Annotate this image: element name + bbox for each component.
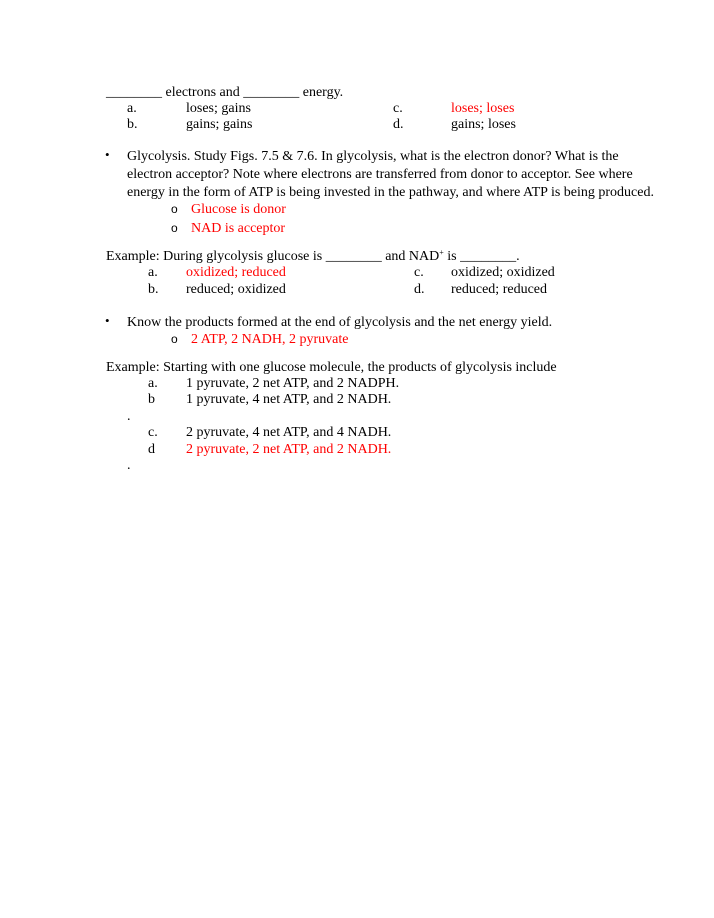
bullet2-text: Know the products formed at the end of glycolysis and the net energy yield. (127, 315, 553, 330)
q1-option-d-letter: d. (393, 117, 404, 132)
bullet1-subitem-acceptor: NAD is acceptor (191, 221, 286, 236)
q3-option-c-letter: c. (148, 425, 158, 440)
q2-stem-part1: Example: During glycolysis glucose is ________ and NAD (106, 249, 440, 264)
q1-option-b-letter: b. (127, 117, 138, 132)
q1-stem: ________ electrons and ________ energy. (106, 85, 344, 100)
bullet1-subitem-donor: Glucose is donor (191, 202, 286, 217)
q2-option-c-text: oxidized; oxidized (451, 265, 555, 280)
bullet-marker: • (105, 147, 110, 162)
bullet2-subitem-products: 2 ATP, 2 NADH, 2 pyruvate (191, 332, 349, 347)
q2-option-c-letter: c. (414, 265, 424, 280)
q3-option-c-text: 2 pyruvate, 4 net ATP, and 4 NADH. (186, 425, 392, 440)
q3-option-d-text-answer: 2 pyruvate, 2 net ATP, and 2 NADH. (186, 442, 392, 457)
q1-option-b-text: gains; gains (186, 117, 253, 132)
q1-option-c-text-answer: loses; loses (451, 101, 515, 116)
q1-option-d-text: gains; loses (451, 117, 516, 132)
q3-option-b-text: 1 pyruvate, 4 net ATP, and 2 NADH. (186, 392, 392, 407)
q3-option-a-text: 1 pyruvate, 2 net ATP, and 2 NADPH. (186, 376, 400, 391)
q2-option-d-letter: d. (414, 282, 425, 297)
q1-option-a-text: loses; gains (186, 101, 251, 116)
q3-stray-period: . (127, 458, 131, 473)
q2-option-a-text-answer: oxidized; reduced (186, 265, 286, 280)
q2-option-a-letter: a. (148, 265, 158, 280)
q3-stray-period: . (127, 409, 131, 424)
sub-bullet-marker: o (171, 202, 178, 216)
q2-option-b-text: reduced; oxidized (186, 282, 286, 297)
q3-stem: Example: Starting with one glucose molecule, the products of glycolysis include (106, 360, 557, 375)
q3-option-a-letter: a. (148, 376, 158, 391)
bullet1-text: Glycolysis. Study Figs. 7.5 & 7.6. In glycolysis, what is the electron donor? What is the electron acceptor? Note where electrons are transferred from donor to acceptor. See where energy in the form of ATP is being invested in the pathway, and where ATP is being produced. (127, 149, 654, 200)
q3-option-b-letter: b (148, 392, 155, 407)
q2-stem-part2: is ________. (443, 249, 520, 264)
q1-option-a-letter: a. (127, 101, 137, 116)
q2-option-b-letter: b. (148, 282, 159, 297)
bullet-marker: • (105, 313, 110, 328)
q3-option-d-letter: d (148, 442, 155, 457)
sub-bullet-marker: o (171, 221, 178, 235)
q2-stem (106, 248, 520, 265)
q2-stem-superscript: + (439, 248, 444, 257)
q2-option-d-text: reduced; reduced (451, 282, 547, 297)
q1-option-c-letter: c. (393, 101, 403, 116)
sub-bullet-marker: o (171, 332, 178, 346)
